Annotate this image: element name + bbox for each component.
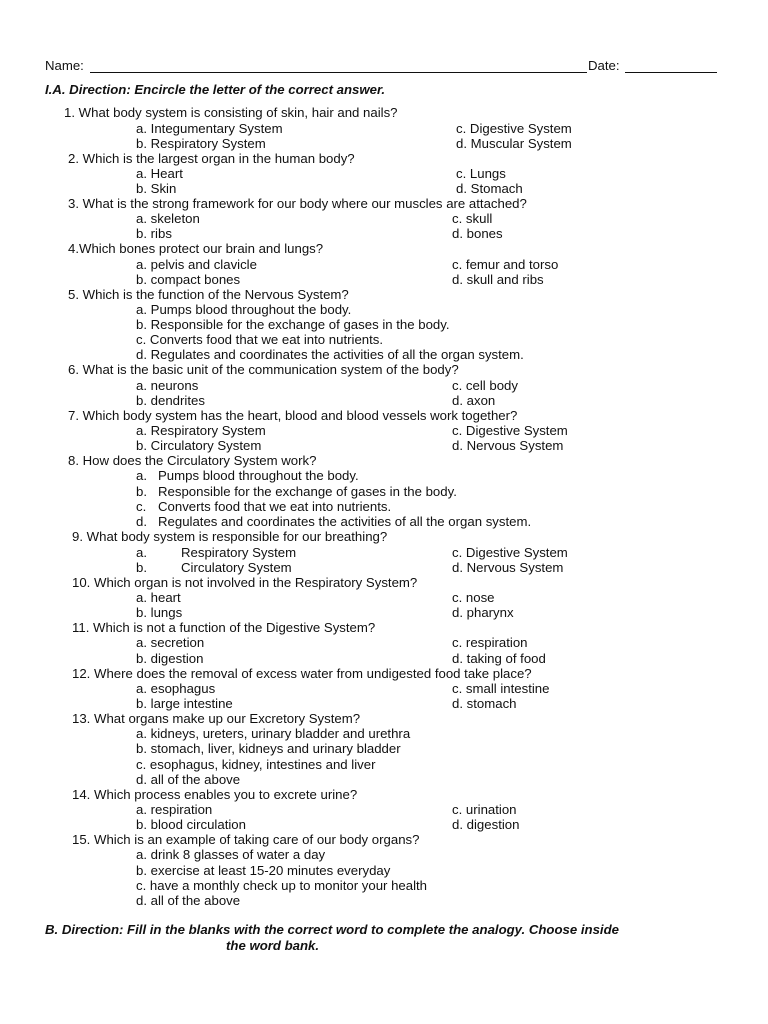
date-blank[interactable]: [625, 60, 717, 73]
question-5: 5. Which is the function of the Nervous System?: [68, 287, 349, 302]
option-4b[interactable]: b. compact bones: [136, 272, 241, 287]
option-6d[interactable]: d. axon: [452, 393, 496, 408]
option-15c[interactable]: c. have a monthly check up to monitor your health: [136, 878, 428, 893]
option-3c[interactable]: c. skull: [452, 211, 493, 226]
option-2b[interactable]: b. Skin: [136, 181, 177, 196]
worksheet-header: [45, 58, 717, 76]
option-1d[interactable]: d. Muscular System: [456, 136, 572, 151]
option-11c[interactable]: c. respiration: [452, 635, 528, 650]
option-12c[interactable]: c. small intestine: [452, 681, 550, 696]
option-11a[interactable]: a. secretion: [136, 635, 205, 650]
option-11d[interactable]: d. taking of food: [452, 651, 546, 666]
option-14b[interactable]: b. blood circulation: [136, 817, 246, 832]
question-9: 9. What body system is responsible for our breathing?: [72, 529, 388, 544]
option-9b-text[interactable]: Circulatory System: [181, 560, 292, 575]
question-13: 13. What organs make up our Excretory System?: [72, 711, 361, 726]
option-7a[interactable]: a. Respiratory System: [136, 423, 266, 438]
question-15: 15. Which is an example of taking care of our body organs?: [72, 832, 420, 847]
question-10: 10. Which organ is not involved in the Respiratory System?: [72, 575, 418, 590]
option-7c[interactable]: c. Digestive System: [452, 423, 568, 438]
question-4: 4.Which bones protect our brain and lungs?: [68, 241, 324, 256]
option-1a[interactable]: a. Integumentary System: [136, 121, 283, 136]
option-8c-letter[interactable]: c.: [136, 499, 147, 514]
option-10a[interactable]: a. heart: [136, 590, 181, 605]
name-label: Name:: [45, 58, 84, 73]
option-13b[interactable]: b. stomach, liver, kidneys and urinary bladder: [136, 741, 401, 756]
name-blank[interactable]: [90, 60, 587, 73]
question-6: 6. What is the basic unit of the communication system of the body?: [68, 362, 459, 377]
option-8d-text[interactable]: Regulates and coordinates the activities of all the organ system.: [158, 514, 532, 529]
option-5b[interactable]: b. Responsible for the exchange of gases in the body.: [136, 317, 450, 332]
option-8a-text[interactable]: Pumps blood throughout the body.: [158, 468, 359, 483]
option-7d[interactable]: d. Nervous System: [452, 438, 564, 453]
question-2: 2. Which is the largest organ in the human body?: [68, 151, 355, 166]
option-15b[interactable]: b. exercise at least 15-20 minutes everyday: [136, 863, 391, 878]
option-6a[interactable]: a. neurons: [136, 378, 199, 393]
section-b-direction-line2: the word bank.: [226, 938, 320, 953]
option-14d[interactable]: d. digestion: [452, 817, 520, 832]
option-9c[interactable]: c. Digestive System: [452, 545, 568, 560]
option-5d[interactable]: d. Regulates and coordinates the activities of all the organ system.: [136, 347, 524, 362]
question-14: 14. Which process enables you to excrete urine?: [72, 787, 358, 802]
option-14c[interactable]: c. urination: [452, 802, 517, 817]
option-8b-letter[interactable]: b.: [136, 484, 147, 499]
option-8d-letter[interactable]: d.: [136, 514, 147, 529]
option-5c[interactable]: c. Converts food that we eat into nutrients.: [136, 332, 384, 347]
option-5a[interactable]: a. Pumps blood throughout the body.: [136, 302, 352, 317]
option-12d[interactable]: d. stomach: [452, 696, 517, 711]
option-2a[interactable]: a. Heart: [136, 166, 183, 181]
option-8c-text[interactable]: Converts food that we eat into nutrients.: [158, 499, 392, 514]
option-9b-letter[interactable]: b.: [136, 560, 147, 575]
option-7b[interactable]: b. Circulatory System: [136, 438, 262, 453]
option-12a[interactable]: a. esophagus: [136, 681, 216, 696]
option-14a[interactable]: a. respiration: [136, 802, 213, 817]
option-6c[interactable]: c. cell body: [452, 378, 518, 393]
option-13c[interactable]: c. esophagus, kidney, intestines and liver: [136, 757, 376, 772]
option-12b[interactable]: b. large intestine: [136, 696, 233, 711]
question-11: 11. Which is not a function of the Digestive System?: [72, 620, 376, 635]
question-3: 3. What is the strong framework for our body where our muscles are attached?: [68, 196, 527, 211]
option-10b[interactable]: b. lungs: [136, 605, 183, 620]
option-3d[interactable]: d. bones: [452, 226, 503, 241]
option-15a[interactable]: a. drink 8 glasses of water a day: [136, 847, 326, 862]
option-9a-letter[interactable]: a.: [136, 545, 147, 560]
option-3b[interactable]: b. ribs: [136, 226, 172, 241]
option-2c[interactable]: c. Lungs: [456, 166, 506, 181]
option-8a-letter[interactable]: a.: [136, 468, 147, 483]
option-9d[interactable]: d. Nervous System: [452, 560, 564, 575]
section-b-direction: [45, 922, 725, 954]
option-4a[interactable]: a. pelvis and clavicle: [136, 257, 257, 272]
option-11b[interactable]: b. digestion: [136, 651, 204, 666]
option-1b[interactable]: b. Respiratory System: [136, 136, 266, 151]
option-6b[interactable]: b. dendrites: [136, 393, 205, 408]
option-15d[interactable]: d. all of the above: [136, 893, 241, 908]
option-9a-text[interactable]: Respiratory System: [181, 545, 297, 560]
question-8: 8. How does the Circulatory System work?: [68, 453, 317, 468]
section-a-direction: I.A. Direction: Encircle the letter of the correct answer.: [45, 82, 386, 97]
option-13d[interactable]: d. all of the above: [136, 772, 241, 787]
question-1: 1. What body system is consisting of skin, hair and nails?: [64, 105, 398, 120]
option-3a[interactable]: a. skeleton: [136, 211, 200, 226]
question-12: 12. Where does the removal of excess water from undigested food take place?: [72, 666, 532, 681]
option-4c[interactable]: c. femur and torso: [452, 257, 559, 272]
option-10d[interactable]: d. pharynx: [452, 605, 514, 620]
question-7: 7. Which body system has the heart, blood and blood vessels work together?: [68, 408, 518, 423]
option-13a[interactable]: a. kidneys, ureters, urinary bladder and urethra: [136, 726, 411, 741]
section-b-direction-line1: B. Direction: Fill in the blanks with the correct word to complete the analogy. Choose inside: [45, 922, 619, 937]
option-10c[interactable]: c. nose: [452, 590, 495, 605]
option-2d[interactable]: d. Stomach: [456, 181, 523, 196]
option-1c[interactable]: c. Digestive System: [456, 121, 572, 136]
date-label: Date:: [588, 58, 620, 73]
option-8b-text[interactable]: Responsible for the exchange of gases in the body.: [158, 484, 457, 499]
option-4d[interactable]: d. skull and ribs: [452, 272, 544, 287]
